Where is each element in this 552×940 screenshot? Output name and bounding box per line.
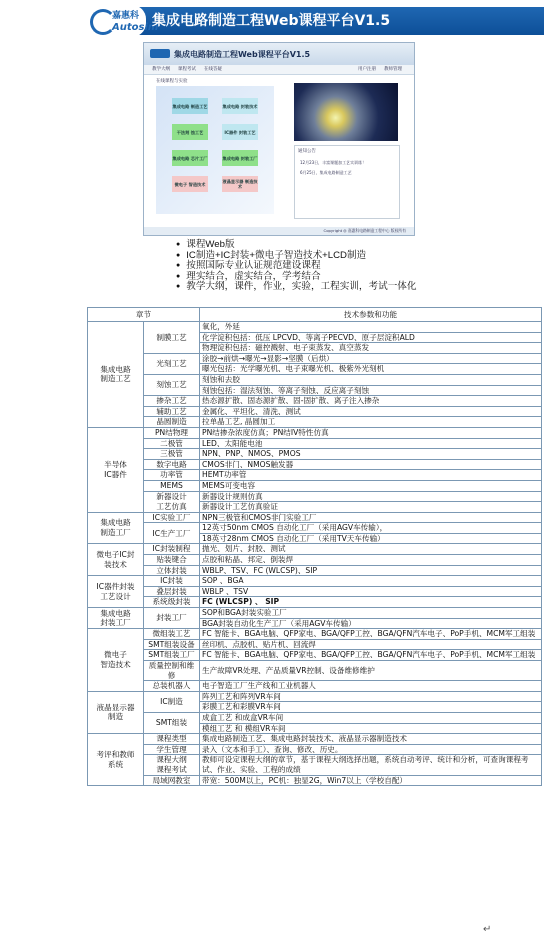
section-cell: 课程大纲 课程考试	[144, 755, 200, 775]
section-cell: MEMS	[144, 480, 200, 491]
notice-item: 6月25日，集成电路制造工艺	[300, 170, 352, 175]
course-tile: 集成电路 制造工艺	[172, 98, 208, 114]
feature-cell: 新器设计工艺仿真验证	[200, 502, 542, 513]
feature-cell: WBLP、TSV、FC (WLCSP)、SIP	[200, 565, 542, 576]
table-row	[88, 480, 542, 491]
screenshot-nav-item: 课程考试	[178, 67, 196, 72]
section-cell: 质量控制和维修	[144, 661, 200, 681]
feature-cell: WBLP 、TSV	[200, 586, 542, 597]
column-header-features: 技术参数和功能	[200, 308, 542, 322]
table-row	[88, 459, 542, 470]
screenshot-subtitle: 在线课程与实验	[156, 79, 188, 84]
feature-cell: 刻蚀和去胶	[200, 374, 542, 385]
table-row	[88, 586, 542, 597]
feature-cell: SOP 、BGA	[200, 576, 542, 587]
course-tile: 集成电路 封装技术	[222, 98, 258, 114]
table-row	[88, 565, 542, 576]
table-row	[88, 449, 542, 460]
feature-cell: NPN、PNP、NMOS、PMOS	[200, 449, 542, 460]
feature-cell: CMOS非门、NMOS触发器	[200, 459, 542, 470]
feature-cell: 12英寸50nm CMOS 自动化工厂（采用AGV车传输），	[200, 523, 542, 534]
table-row	[88, 374, 542, 385]
feature-cell: 点胶和粘晶、邦定、倒装焊	[200, 555, 542, 566]
table-row	[88, 681, 542, 692]
section-cell: 制膜工艺	[144, 322, 200, 354]
feature-cell: 集成电路制造工艺、集成电路封装技术、液晶显示器制造技术	[200, 734, 542, 745]
section-cell: 刻蚀工艺	[144, 374, 200, 395]
table-row	[88, 470, 542, 481]
feature-cell: 生产故障VR处理、产品质量VR控制、设备维修维护	[200, 661, 542, 681]
table-row	[88, 775, 542, 786]
feature-bullet: ● IC制造+IC封装+微电子智造技术+LCD制造	[176, 251, 416, 262]
course-tile: 集成电路 封装工厂	[222, 150, 258, 166]
screenshot-nav-item: 教学大纲	[152, 67, 170, 72]
table-row	[88, 512, 542, 523]
spec-table-body	[88, 322, 542, 786]
feature-cell: 录入（文本和手工）、查询、修改、历史。	[200, 744, 542, 755]
section-cell: 叠层封装	[144, 586, 200, 597]
section-cell: 掺杂工艺	[144, 396, 200, 407]
section-cell: SMT组装工厂	[144, 650, 200, 661]
notice-panel	[294, 145, 400, 219]
feature-cell: HEMT功率管	[200, 470, 542, 481]
feature-cell: 拉单晶工艺, 晶圆加工	[200, 417, 542, 428]
feature-cell: SOP和BGA封装实验工厂	[200, 608, 542, 619]
column-header-chapter: 章节	[88, 308, 200, 322]
table-row	[88, 544, 542, 555]
platform-screenshot	[143, 42, 415, 236]
chapter-cell: IC器件封装 工艺设计	[88, 576, 144, 608]
section-cell: 辅助工艺	[144, 406, 200, 417]
feature-cell: 带宽：500M以上，PC机：独显2G，Win7以上（学校自配）	[200, 775, 542, 786]
table-row	[88, 608, 542, 619]
logo-english-text: Autosim	[112, 22, 159, 33]
feature-bullet-list	[176, 240, 416, 293]
logo-chinese-text: 嘉惠科	[112, 11, 140, 21]
table-row	[88, 417, 542, 428]
table-row	[88, 576, 542, 587]
brand-logo	[86, 5, 159, 37]
chapter-cell: 半导体 IC器件	[88, 427, 144, 512]
feature-cell: 抛光、划片、封胶、测试	[200, 544, 542, 555]
feature-cell: 教师可设定课程大纲的章节，基于课程大纲选择出题，系统自动考评、统计和分析，可查询课程考试、作业、实验、工程的成绩	[200, 755, 542, 775]
page-title: 集成电路制造工程Web课程平台V1.5	[152, 13, 391, 29]
table-row	[88, 650, 542, 661]
table-row	[88, 755, 542, 775]
feature-bullet: ● 教学大纲，课件，作业，实验，工程实训，考试一体化	[176, 282, 416, 293]
table-row	[88, 734, 542, 745]
chapter-cell: 微电子 智造技术	[88, 629, 144, 692]
chapter-cell: 微电子IC封 装技术	[88, 544, 144, 576]
notice-title: 通知公告	[298, 149, 316, 154]
table-row	[88, 491, 542, 502]
section-cell: IC封装	[144, 576, 200, 587]
table-row	[88, 712, 542, 723]
section-cell: IC实验工厂	[144, 512, 200, 523]
feature-cell: 成盒工艺 和成盒VR车间	[200, 712, 542, 723]
screenshot-nav-item: 在线答疑	[204, 67, 222, 72]
table-row	[88, 523, 542, 534]
section-cell: 功率管	[144, 470, 200, 481]
feature-cell: 新器设计规则仿真	[200, 491, 542, 502]
section-cell: 二极管	[144, 438, 200, 449]
screenshot-nav-item: 教师管理	[384, 67, 402, 72]
section-cell: 贴装键合	[144, 555, 200, 566]
table-row	[88, 639, 542, 650]
screenshot-title: 集成电路制造工程Web课程平台V1.5	[174, 50, 311, 59]
table-row	[88, 406, 542, 417]
feature-cell: MEMS可变电容	[200, 480, 542, 491]
feature-cell: 化学淀积包括：低压 LPCVD、等离子PECVD、原子层淀积ALD	[200, 332, 542, 343]
course-tiles-panel	[156, 86, 274, 214]
screenshot-header	[144, 43, 414, 65]
chapter-cell: 液晶显示器 制造	[88, 691, 144, 733]
feature-cell: 物理淀积包括：磁控溅射、电子束蒸发、真空蒸发	[200, 343, 542, 354]
screenshot-footer	[144, 227, 414, 235]
screenshot-logo	[150, 49, 170, 58]
section-cell: 学生管理	[144, 744, 200, 755]
table-row	[88, 661, 542, 681]
chapter-cell: 集成电路 制造工厂	[88, 512, 144, 544]
table-row	[88, 353, 542, 364]
course-tile: IC器件 封装工艺	[222, 124, 258, 140]
feature-cell: 18英寸28nm CMOS 自动化工厂（采用TV天车传输）	[200, 533, 542, 544]
section-cell: 晶圆制造	[144, 417, 200, 428]
section-cell: PN结物理	[144, 427, 200, 438]
table-row	[88, 322, 542, 333]
course-tile: 液晶显示器 制造技术	[222, 176, 258, 192]
table-row	[88, 427, 542, 438]
section-cell: 封装工厂	[144, 608, 200, 629]
section-cell: SMT组装	[144, 712, 200, 733]
feature-cell: FC 智能卡、BGA电脑、QFP家电、BGA/QFP工控、BGA/QFN汽车电子、PoP手机、MCM军工组装	[200, 650, 542, 661]
return-mark: ↵	[483, 924, 492, 935]
table-row	[88, 438, 542, 449]
section-cell: SMT组装设备	[144, 639, 200, 650]
feature-cell: BGA封装自动化生产工厂（采用AGV车传输）	[200, 618, 542, 629]
feature-cell: 热态源扩散、固态源扩散、固-固扩散、离子注入掺杂	[200, 396, 542, 407]
course-tile: 集成电路 芯片工厂	[172, 150, 208, 166]
section-cell: 系统级封装	[144, 597, 200, 608]
feature-cell: 阵列工艺和阵列VR车间	[200, 691, 542, 702]
feature-cell: NPN三极管和CMOS非门实验工厂	[200, 512, 542, 523]
section-cell: IC封装制程	[144, 544, 200, 555]
feature-cell: 金属化、平坦化、清洗、测试	[200, 406, 542, 417]
chapter-cell: 集成电路 封装工厂	[88, 608, 144, 629]
feature-cell: LED、太阳能电池	[200, 438, 542, 449]
section-cell: 三极管	[144, 449, 200, 460]
feature-cell: 氧化，外延	[200, 322, 542, 333]
screenshot-nav-item: 用户注册	[358, 67, 376, 72]
table-row	[88, 744, 542, 755]
feature-cell: FC (WLCSP) 、 SIP	[200, 597, 542, 608]
feature-bullet: ● 按照国际专业认证规范建设课程	[176, 261, 416, 272]
table-row	[88, 629, 542, 640]
feature-cell: FC 智能卡、BGA电脑、QFP家电、BGA/QFP工控、BGA/QFN汽车电子、PoP手机、MCM军工组装	[200, 629, 542, 640]
feature-cell: 丝印机、点胶机、贴片机、回流焊	[200, 639, 542, 650]
notice-item: 12月23日，丰富课题加工艺实训练！	[300, 160, 367, 165]
feature-bullet: ● 课程Web版	[176, 240, 416, 251]
course-tile: 干法刻 蚀工艺	[172, 124, 208, 140]
table-header-row	[88, 308, 542, 322]
feature-cell: 刻蚀包括：湿法刻蚀、等离子刻蚀、反应离子刻蚀	[200, 385, 542, 396]
chapter-cell: 考评和教师 系统	[88, 734, 144, 786]
feature-cell: 曝光包括：光学曝光机、电子束曝光机、极紫外光刻机	[200, 364, 542, 375]
section-cell: IC制造	[144, 691, 200, 712]
section-cell: 局域网教室	[144, 775, 200, 786]
table-row	[88, 396, 542, 407]
section-cell: 课程类型	[144, 734, 200, 745]
feature-bullet: ● 理实结合，虚实结合，学考结合	[176, 272, 416, 283]
spec-table	[87, 307, 542, 786]
feature-cell: 电子智造工厂生产线和工业机器人	[200, 681, 542, 692]
copyright-text: Copyright ◎ 嘉惠科电路制造工程中心 版权所有	[323, 228, 406, 233]
chapter-cell: 集成电路 制造工艺	[88, 322, 144, 428]
section-cell: 立体封装	[144, 565, 200, 576]
section-cell: 新器设计 工艺仿真	[144, 491, 200, 512]
course-tile: 微电子 智造技术	[172, 176, 208, 192]
wafer-image	[294, 83, 398, 141]
section-cell: 数字电路	[144, 459, 200, 470]
section-cell: 总装机器人	[144, 681, 200, 692]
feature-cell: PN结掺杂浓度仿真；PN结IV特性仿真	[200, 427, 542, 438]
table-row	[88, 555, 542, 566]
section-cell: 微组装工艺	[144, 629, 200, 640]
section-cell: 光刻工艺	[144, 353, 200, 374]
table-row	[88, 597, 542, 608]
feature-cell: 涂胶→前烘→曝光→显影→坚膜（后烘）	[200, 353, 542, 364]
feature-cell: 模组工艺 和 模组VR车间	[200, 723, 542, 734]
feature-cell: 彩膜工艺和彩膜VR车间	[200, 702, 542, 713]
table-row	[88, 691, 542, 702]
section-cell: IC生产工厂	[144, 523, 200, 544]
screenshot-nav	[144, 65, 414, 75]
